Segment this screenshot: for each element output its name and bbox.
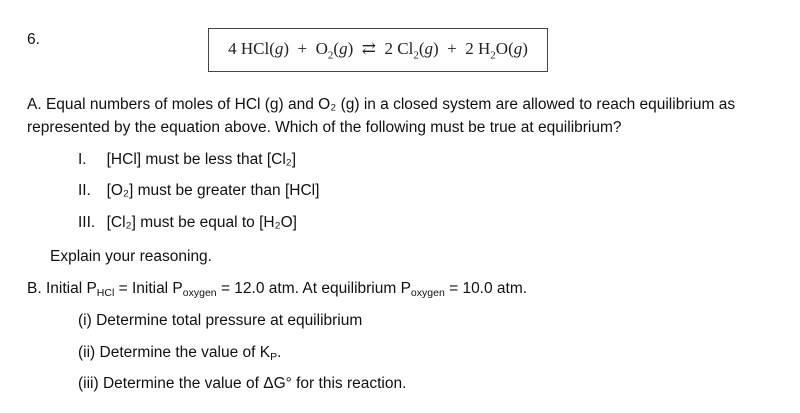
statement-1: I. [HCl] must be less that [Cl₂] bbox=[78, 151, 297, 168]
equation-box bbox=[208, 28, 548, 72]
part-b-item-3: (iii) Determine the value of ΔG° for this reaction. bbox=[78, 375, 407, 392]
question-number: 6. bbox=[27, 31, 40, 48]
explain-prompt: Explain your reasoning. bbox=[50, 248, 212, 265]
part-b-line: B. Initial PHCl = Initial Poxygen = 12.0 atm. At equilibrium Poxygen = 10.0 atm. bbox=[27, 280, 528, 299]
part-a-line-1: A. Equal numbers of moles of HCl (g) and O₂ (g) in a closed system are allowed to reach equilibrium as bbox=[27, 96, 736, 113]
part-b-item-1: (i) Determine total pressure at equilibrium bbox=[78, 312, 363, 329]
part-a-line-2: represented by the equation above. Which of the following must be true at equilibrium? bbox=[27, 119, 622, 136]
statement-3: III. [Cl₂] must be equal to [H₂O] bbox=[78, 214, 297, 231]
equation: 4 $HCl(g) + O_2(g)$ ⇄ 2 $Cl_2(g) + 2$ $H_2O(g)$ bbox=[228, 38, 528, 62]
equilibrium-arrow: ⇄ bbox=[361, 38, 376, 58]
statement-2: II. [O₂] must be greater than [HCl] bbox=[78, 182, 320, 199]
part-b-item-2: (ii) Determine the value of KP. bbox=[78, 344, 282, 363]
